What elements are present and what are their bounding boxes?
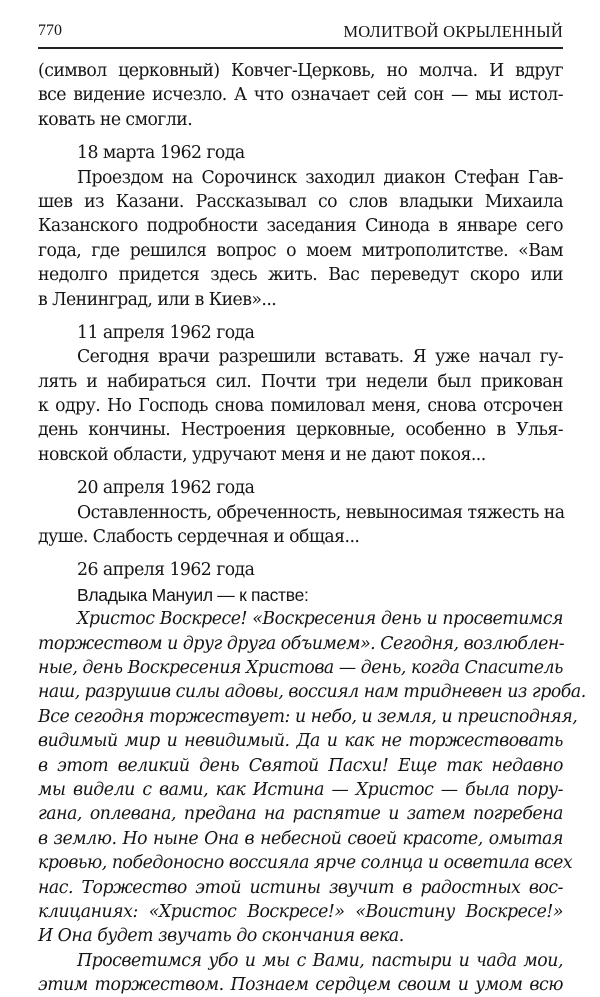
entry-date: 11 апреля 1962 года — [77, 322, 255, 343]
text-line: день кончины. Нестроения церковные, особенно в Улья- — [38, 420, 563, 441]
text-line: ковать не смогли. — [38, 109, 193, 130]
text-line: Казанского подробности заседания Синода в январе сего — [38, 216, 563, 237]
running-title: МОЛИТВОЙ ОКРЫЛЕННЫЙ — [343, 22, 563, 41]
continuation-paragraph — [38, 59, 563, 132]
italic-line: ные, день Воскресения Христова — день, когда Спаситель — [38, 657, 563, 678]
entry-subheading: Владыка Мануил — к пастве: — [77, 584, 309, 605]
text-line: душе. Слабость сердечная и общая... — [38, 527, 360, 548]
text-line: новской области, удручают меня и не дают покоя... — [38, 444, 486, 465]
italic-line: гана, оплевана, предана на распятие и затем погребена — [38, 804, 563, 825]
spacer — [38, 467, 563, 476]
spacer — [38, 132, 563, 141]
italic-line: торжеством и друг друга объимем». Сегодня, возлюблен- — [38, 633, 565, 654]
diary-entry — [38, 558, 586, 997]
italic-line: мы видели с вами, как Истина — Христос — была пору- — [38, 779, 563, 800]
italic-line: клицаниях: «Христос Воскресе!» «Воистину Воскресе!» — [38, 901, 563, 922]
diary-entry — [38, 141, 563, 312]
italic-line: видимый мир и невидимый. Да и как не торжествовать — [38, 731, 563, 752]
diary-entry — [38, 321, 563, 467]
running-head — [38, 22, 563, 44]
text-line: (символ церковный) Ковчег-Церковь, но молча. И вдруг — [38, 61, 563, 81]
italic-line: наш, разрушив силы адовы, воссиял нам тридневен из гроба. — [38, 682, 586, 703]
text-line: Оставленность, обреченность, невыносимая тяжесть на — [77, 502, 565, 523]
text-line: недолго придется здесь жить. Вас переведут скоро или — [38, 265, 563, 286]
italic-line: кровью, победоносно воссияла ярче солнца и осветила всех — [38, 853, 573, 874]
italic-line: этим торжеством. Познаем сердцем своим и умом всю — [38, 975, 563, 996]
header-rule — [38, 47, 563, 49]
text-line: все видение исчезло. А что означает сей сон — мы истол- — [38, 85, 563, 106]
italic-line: И Она будет звучать до скончания века. — [38, 926, 404, 947]
spacer — [38, 549, 563, 558]
spacer — [38, 312, 563, 321]
page-number: 770 — [38, 22, 62, 39]
italic-line: в этот великий день Святой Пасхи! Еще так недавно — [38, 755, 563, 776]
entry-date: 20 апреля 1962 года — [77, 478, 255, 499]
italic-line: в землю. Но ныне Она в небесной своей красоте, омытая — [38, 828, 563, 849]
text-line: Сегодня врачи разрешили вставать. Я уже начал гу- — [77, 347, 563, 368]
italic-line: Просветимся убо и мы с Вами, пастыри и чада мои, — [77, 950, 563, 971]
text-line: года, где решился вопрос о моем митрополитстве. «Вам — [38, 240, 563, 261]
text-line: к одру. Но Господь снова помиловал меня, снова отсрочен — [38, 396, 563, 417]
text-line: шев из Казани. Рассказывал со слов владыки Михаила — [38, 191, 563, 212]
italic-line: нас. Торжество этой истины звучит в радостных вос- — [38, 877, 563, 898]
diary-entry — [38, 476, 563, 549]
text-line: Проездом на Сорочинск заходил диакон Стефан Гав- — [77, 167, 563, 188]
text-line: лять и набираться сил. Почти три недели был прикован — [38, 371, 563, 392]
italic-line: Христос Воскресе! «Воскресения день и просветимся — [77, 609, 563, 630]
entry-date: 26 апреля 1962 года — [77, 560, 255, 581]
entry-date: 18 марта 1962 года — [77, 143, 245, 164]
text-line: в Ленинград, или в Киев»... — [38, 289, 277, 310]
italic-line: Все сегодня торжествует: и небо, и земля, и преисподняя, — [38, 706, 578, 727]
page-body — [38, 59, 586, 997]
